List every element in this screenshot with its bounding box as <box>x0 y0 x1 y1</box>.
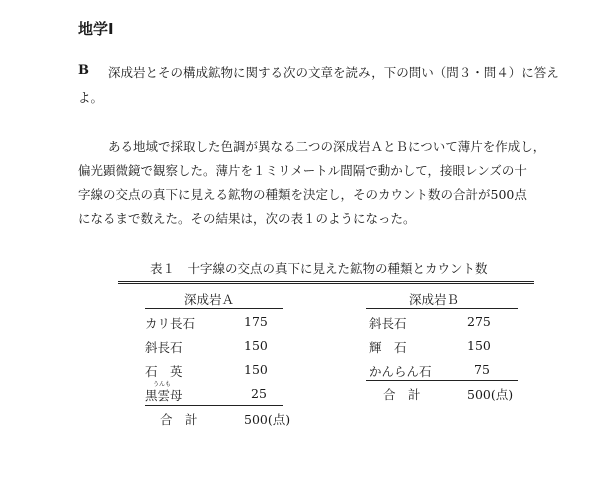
passage-line-2: 偏光顕微鏡で観察した。薄片を１ミリメートル間隔で動かして，接眼レンズの十 <box>78 163 527 178</box>
passage-line-1: ある地域で採取した色調が異なる二つの深成岩ＡとＢについて薄片を作成し， <box>108 139 546 154</box>
rock-b-mineral-1: 斜長石 <box>369 316 407 331</box>
rock-b-total-label: 合 計 <box>383 387 421 402</box>
rock-a-mineral-1: カリ長石 <box>145 316 196 331</box>
rock-b-count-3: 75 <box>474 362 490 377</box>
question-label: B <box>78 63 89 78</box>
table-top-rule <box>118 281 534 282</box>
subject-title: 地学Ⅰ <box>78 20 114 38</box>
rock-a-total-label: 合 計 <box>160 412 198 427</box>
rock-b-header-rule <box>366 308 518 309</box>
table-caption: 表１ 十字線の交点の真下に見えた鉱物の種類とカウント数 <box>150 261 488 276</box>
rock-b-total-rule <box>366 380 518 381</box>
rock-a-count-2: 150 <box>244 338 268 353</box>
rock-a-count-1: 175 <box>244 314 268 329</box>
rock-a-mineral-2: 斜長石 <box>145 340 183 355</box>
passage-line-3: 字線の交点の真下に見える鉱物の種類を決定し，そのカウント数の合計が500点 <box>78 187 527 202</box>
rock-a-mineral-3: 石 英 <box>145 364 183 379</box>
rock-b-count-1: 275 <box>467 314 491 329</box>
rock-b-header: 深成岩Ｂ <box>409 292 460 307</box>
furigana-unmo: うんも <box>153 381 172 388</box>
table-top-rule-2 <box>118 283 534 284</box>
rock-a-header-rule <box>145 308 283 309</box>
rock-a-header: 深成岩Ａ <box>184 292 235 307</box>
rock-a-total-value: 500(点) <box>244 412 291 427</box>
question-text-line2: よ。 <box>78 90 104 105</box>
rock-b-mineral-3: かんらん石 <box>369 364 432 379</box>
rock-a-mineral-4-text: 黒雲母 <box>145 388 183 403</box>
rock-b-mineral-2: 輝 石 <box>369 340 407 355</box>
rock-a-total-rule <box>145 405 283 406</box>
rock-a-count-3: 150 <box>244 362 268 377</box>
rock-b-count-2: 150 <box>467 338 491 353</box>
question-text-line1: 深成岩とその構成鉱物に関する次の文章を読み，下の問い（問３・問４）に答え <box>108 65 559 80</box>
passage-line-4: になるまで数えた。その結果は，次の表１のようになった。 <box>78 211 416 226</box>
rock-a-mineral-4 <box>145 381 183 404</box>
rock-a-count-4: 25 <box>251 386 267 401</box>
rock-b-total-value: 500(点) <box>467 387 514 402</box>
